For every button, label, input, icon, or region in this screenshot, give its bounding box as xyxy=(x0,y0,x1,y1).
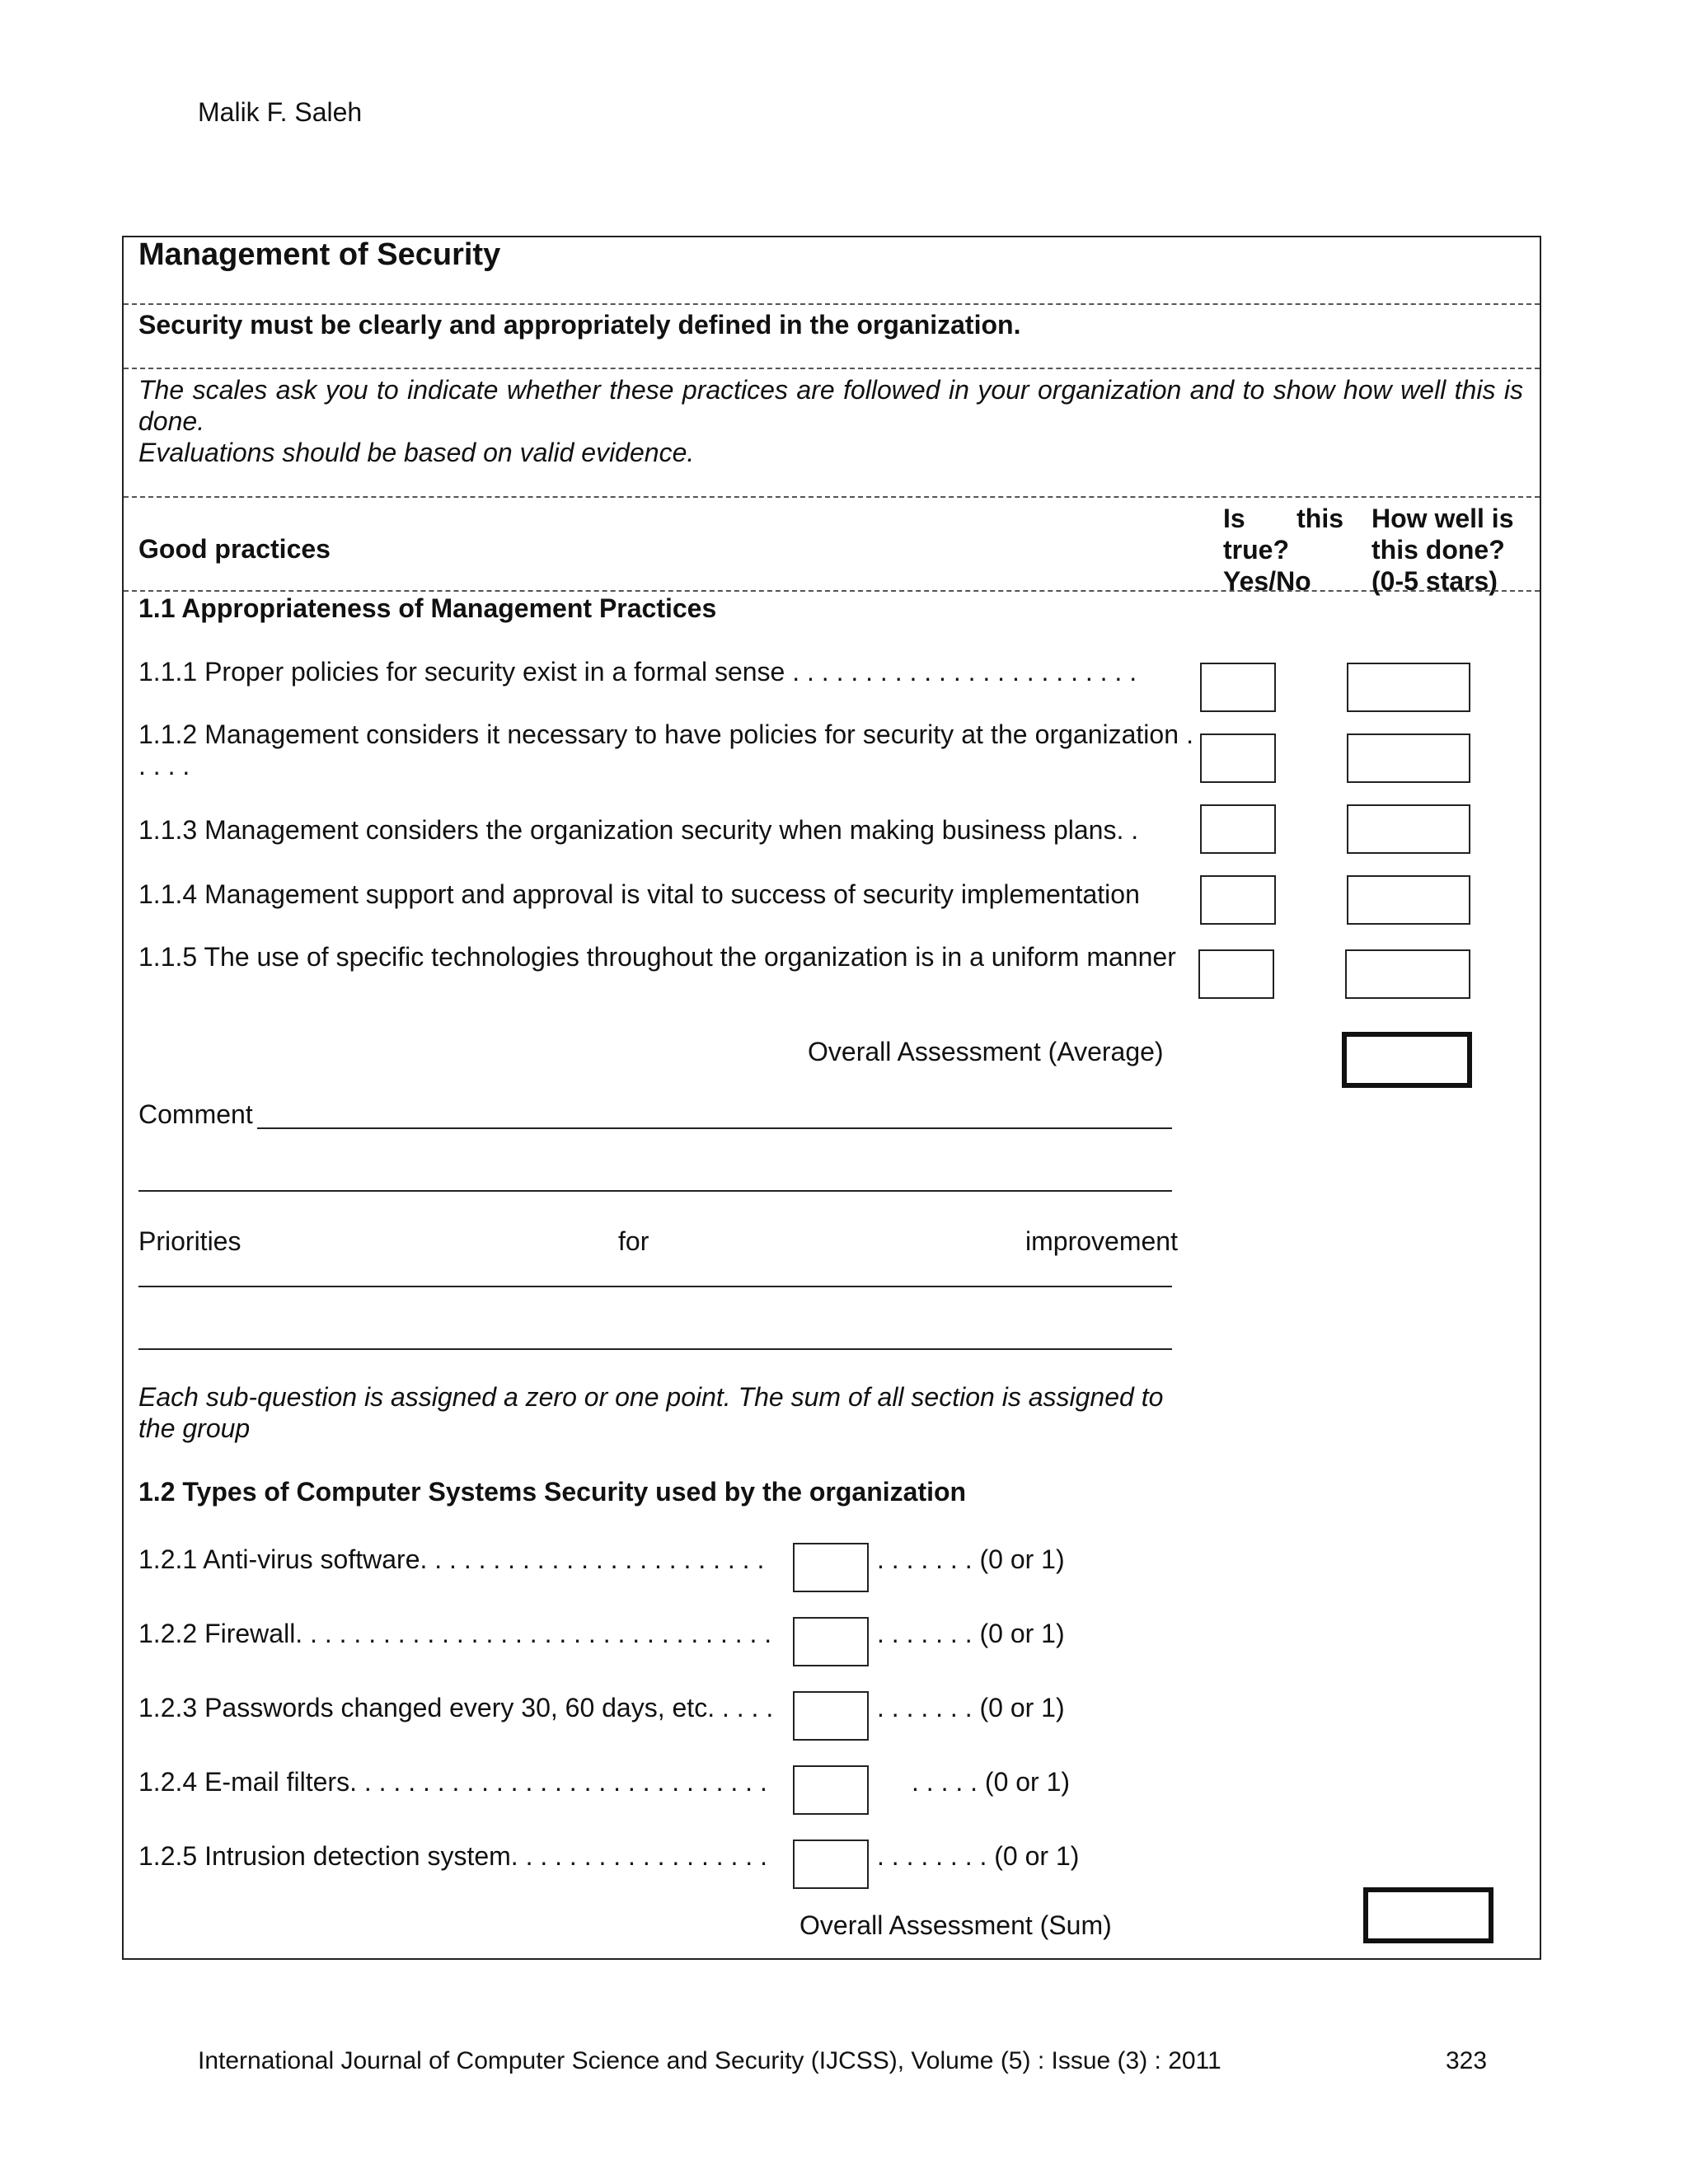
section-1-1-heading: 1.1 Appropriateness of Management Practices xyxy=(138,593,717,623)
score-box-1-2-4[interactable] xyxy=(793,1765,869,1815)
score-box-1-2-5[interactable] xyxy=(793,1840,869,1889)
question-1-1-4: 1.1.4 Management support and approval is vital to success of security implementation xyxy=(138,879,1140,909)
question-1-2-5: 1.2.5 Intrusion detection system. . . . . . . . . . . . . . . . . . xyxy=(138,1841,767,1871)
suffix-1-2-5: . . . . . . . . (0 or 1) xyxy=(877,1841,1080,1871)
running-header-author: Malik F. Saleh xyxy=(198,97,363,127)
col2-line2: this done? xyxy=(1372,535,1505,565)
col1-line3: Yes/No xyxy=(1223,566,1311,596)
divider xyxy=(124,590,1540,592)
yes-no-column-header xyxy=(1223,503,1343,597)
priorities-line-2[interactable] xyxy=(138,1348,1172,1350)
overall-average-box[interactable] xyxy=(1342,1032,1472,1088)
comment-line-2[interactable] xyxy=(138,1190,1172,1192)
stars-column-header xyxy=(1372,503,1536,597)
question-1-2-1: 1.2.1 Anti-virus software. . . . . . . . . . . . . . . . . . . . . . . . xyxy=(138,1544,765,1574)
question-1-1-5: 1.1.5 The use of specific technologies throughout the organization is in a uniform manner xyxy=(138,942,1176,972)
overall-sum-label: Overall Assessment (Sum) xyxy=(799,1910,1112,1940)
col2-line1: How well is xyxy=(1372,504,1514,533)
yes-no-box-1-1-2[interactable] xyxy=(1200,733,1276,783)
suffix-1-2-4: . . . . . (0 or 1) xyxy=(912,1767,1071,1797)
overall-sum-box[interactable] xyxy=(1363,1887,1493,1943)
score-box-1-2-3[interactable] xyxy=(793,1691,869,1741)
evidence-note: Evaluations should be based on valid evidence. xyxy=(138,438,695,467)
col1-line2: true? xyxy=(1223,535,1289,565)
scoring-note: Each sub-question is assigned a zero or one point. The sum of all section is assigned to the group xyxy=(138,1382,1164,1443)
priorities-word: Priorities xyxy=(138,1226,241,1256)
score-box-1-2-1[interactable] xyxy=(793,1543,869,1592)
yes-no-box-1-1-5[interactable] xyxy=(1198,949,1274,999)
section-1-2-heading: 1.2 Types of Computer Systems Security used by the organization xyxy=(138,1477,967,1507)
stars-box-1-1-4[interactable] xyxy=(1347,875,1470,925)
question-1-2-3: 1.2.3 Passwords changed every 30, 60 days, etc. . . . . xyxy=(138,1693,774,1722)
question-1-2-4: 1.2.4 E-mail filters. . . . . . . . . . . . . . . . . . . . . . . . . . . . . xyxy=(138,1767,767,1797)
page-number: 323 xyxy=(1446,2047,1488,2074)
priorities-line-1[interactable] xyxy=(138,1286,1172,1287)
yes-no-box-1-1-4[interactable] xyxy=(1200,875,1276,925)
divider xyxy=(124,368,1540,369)
col1-line1: Is this xyxy=(1223,504,1343,533)
divider xyxy=(124,496,1540,498)
stars-box-1-1-3[interactable] xyxy=(1347,804,1470,854)
suffix-1-2-3: . . . . . . . (0 or 1) xyxy=(877,1693,1065,1722)
suffix-1-2-2: . . . . . . . (0 or 1) xyxy=(877,1619,1065,1648)
yes-no-box-1-1-3[interactable] xyxy=(1200,804,1276,854)
suffix-1-2-1: . . . . . . . (0 or 1) xyxy=(877,1544,1065,1574)
priorities-improvement-word: improvement xyxy=(1025,1226,1178,1256)
stars-box-1-1-5[interactable] xyxy=(1345,949,1470,999)
stars-box-1-1-2[interactable] xyxy=(1347,733,1470,783)
form-title: Management of Security xyxy=(138,237,501,272)
overall-average-label: Overall Assessment (Average) xyxy=(808,1037,1164,1066)
comment-label: Comment xyxy=(138,1099,253,1129)
col2-line3: (0-5 stars) xyxy=(1372,566,1498,596)
divider xyxy=(124,303,1540,305)
stars-box-1-1-1[interactable] xyxy=(1347,663,1470,712)
question-1-1-1: 1.1.1 Proper policies for security exist in a formal sense . . . . . . . . . . . . . . . . . . . . . . . . xyxy=(138,657,1137,687)
priorities-for-word: for xyxy=(618,1226,649,1256)
form-subtitle: Security must be clearly and appropriately defined in the organization. xyxy=(138,310,1021,340)
score-box-1-2-2[interactable] xyxy=(793,1617,869,1666)
yes-no-box-1-1-1[interactable] xyxy=(1200,663,1276,712)
question-1-1-3: 1.1.3 Management considers the organization security when making business plans. . xyxy=(138,815,1139,845)
good-practices-label: Good practices xyxy=(138,534,331,564)
comment-line-1[interactable] xyxy=(257,1127,1172,1129)
question-1-1-2: 1.1.2 Management considers it necessary to have policies for security at the organization . . . . . xyxy=(138,719,1193,780)
journal-citation: International Journal of Computer Science and Security (IJCSS), Volume (5) : Issue (3) : 2011 xyxy=(198,2047,1221,2074)
question-1-2-2: 1.2.2 Firewall. . . . . . . . . . . . . . . . . . . . . . . . . . . . . . . . . xyxy=(138,1619,772,1648)
intro-text: The scales ask you to indicate whether these practices are followed in your organization and to show how well this is done. xyxy=(138,375,1523,436)
